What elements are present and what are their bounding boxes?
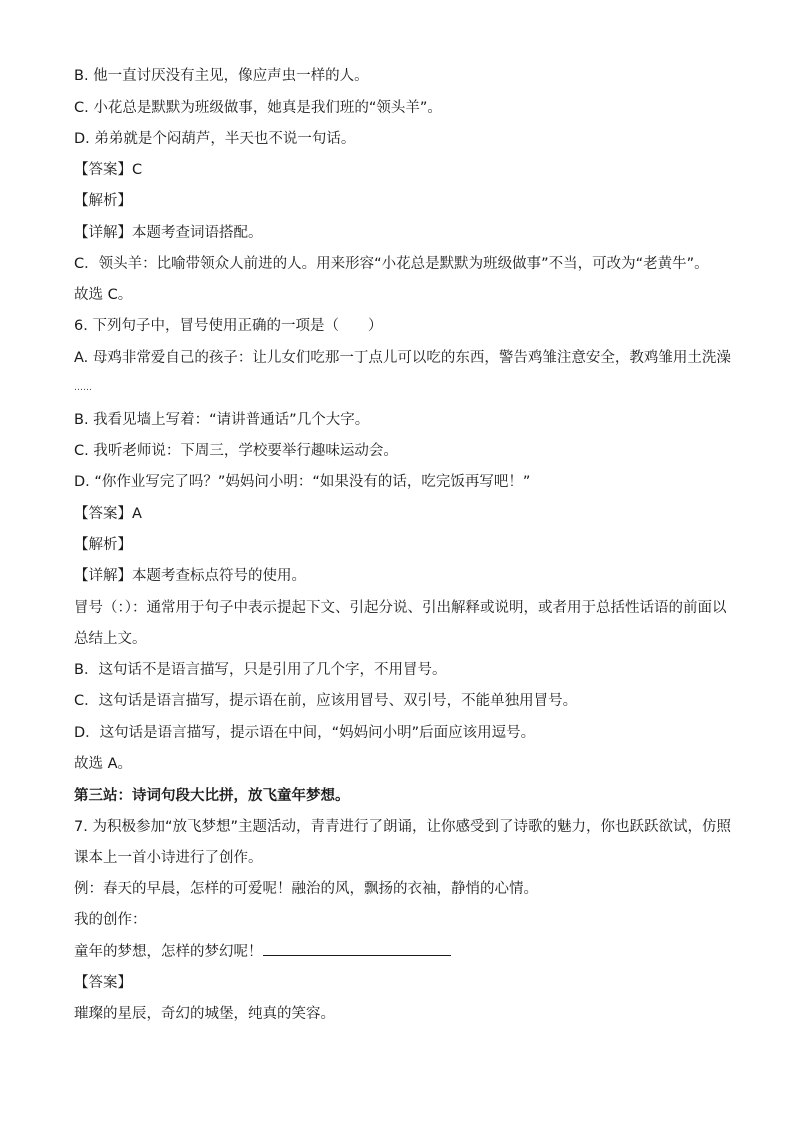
- q7-prompt-line: [74, 941, 720, 962]
- q6-option-d: D. “你作业写完了吗？”妈妈问小明：“如果没有的话，吃完饭再写吧！”: [74, 474, 531, 490]
- q5-analysis-heading: 【解析】: [74, 193, 132, 209]
- q7-stem-cont: 课本上一首小诗进行了创作。: [74, 850, 263, 866]
- q6-answer: 【答案】A: [74, 506, 142, 522]
- q6-option-b: B. 我看见墙上写着：“请讲普通话”几个大字。: [74, 412, 370, 428]
- q6-stem: 6. 下列句子中，冒号使用正确的一项是（ ）: [74, 318, 383, 334]
- q6-colon-rule: 冒号（：）：通常用于句子中表示提起下文、引起分说、引出解释或说明，或者用于总括性话语的前面以: [74, 600, 727, 616]
- q5-answer: 【答案】C: [74, 162, 143, 178]
- q5-explanation: 【详解】本题考查词语搭配。: [74, 225, 263, 241]
- q5-option-d: D. 弟弟就是个闷葫芦，半天也不说一句话。: [74, 131, 356, 147]
- q6-option-a-ellipsis: ……: [74, 383, 92, 393]
- q7-prompt-text: 童年的梦想，怎样的梦幻呢！: [74, 944, 263, 960]
- q6-analysis-b: B．这句话不是语言描写，只是引用了几个字，不用冒号。: [74, 662, 447, 678]
- q5-conclusion: 故选 C。: [74, 287, 133, 303]
- q5-option-c: C. 小花总是默默为班级做事，她真是我们班的“领头羊”。: [74, 100, 442, 116]
- q5-option-b: B. 他一直讨厌没有主见，像应声虫一样的人。: [74, 68, 369, 84]
- q6-option-a: A. 母鸡非常爱自己的孩子：让儿女们吃那一丁点儿可以吃的东西，警告鸡雏注意安全，教鸡雏用土洗澡: [74, 350, 731, 366]
- q6-colon-rule-cont: 总结上文。: [74, 631, 147, 647]
- q6-option-c: C. 我听老师说：下周三，学校要举行趣味运动会。: [74, 443, 398, 459]
- q6-analysis-d: D．这句话是语言描写，提示语在中间，“妈妈问小明”后面应该用逗号。: [74, 725, 536, 741]
- q6-analysis-c: C．这句话是语言描写，提示语在前，应该用冒号、双引号，不能单独用冒号。: [74, 693, 578, 709]
- q6-analysis-heading: 【解析】: [74, 537, 132, 553]
- q7-my-creation-label: 我的创作：: [74, 912, 147, 928]
- q7-example: 例：春天的早晨，怎样的可爱呢！融治的风，飘扬的衣袖，静悄的心情。: [74, 881, 538, 897]
- section-heading: 第三站：诗词句段大比拼，放飞童年梦想。: [74, 788, 350, 804]
- q7-stem: 7. 为积极参加“放飞梦想”主题活动，青青进行了朗诵，让你感受到了诗歌的魅力，你也跃跃欲试，仿照: [74, 819, 731, 835]
- q7-answer-text: 璀璨的星辰，奇幻的城堡，纯真的笑容。: [74, 1006, 335, 1022]
- q6-conclusion: 故选 A。: [74, 756, 133, 772]
- q6-explanation: 【详解】本题考查标点符号的使用。: [74, 568, 306, 584]
- q7-answer-heading: 【答案】: [74, 975, 132, 991]
- q5-explanation-detail: C．领头羊：比喻带领众人前进的人。用来形容“小花总是默默为班级做事”不当，可改为“老黄牛”。: [74, 256, 709, 272]
- q7-answer-blank[interactable]: [263, 941, 451, 956]
